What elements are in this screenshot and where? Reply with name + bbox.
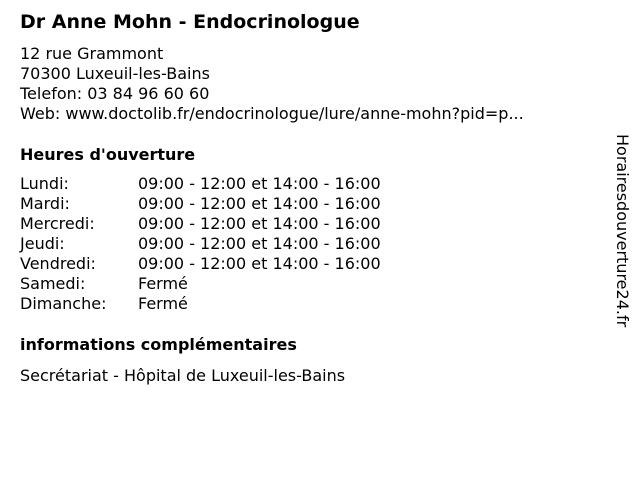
hours-value: Fermé bbox=[138, 294, 188, 313]
opening-hours-table bbox=[20, 174, 381, 314]
info-heading: informations complémentaires bbox=[20, 335, 297, 354]
hours-row-sunday bbox=[20, 294, 381, 314]
hours-row-saturday bbox=[20, 274, 381, 294]
day-label: Samedi: bbox=[20, 274, 86, 293]
day-label: Lundi: bbox=[20, 174, 69, 193]
hours-value: 09:00 - 12:00 et 14:00 - 16:00 bbox=[138, 254, 381, 273]
website-link[interactable]: Web: www.doctolib.fr/endocrinologue/lure/anne-mohn?pid=p... bbox=[20, 104, 524, 123]
address-block bbox=[20, 44, 524, 124]
site-watermark: Horairesdouverture24.fr bbox=[613, 134, 632, 328]
day-label: Dimanche: bbox=[20, 294, 107, 313]
hours-row-friday bbox=[20, 254, 381, 274]
hours-row-monday bbox=[20, 174, 381, 194]
street-address: 12 rue Grammont bbox=[20, 44, 164, 63]
city-postcode: 70300 Luxeuil-les-Bains bbox=[20, 64, 210, 83]
hours-value: 09:00 - 12:00 et 14:00 - 16:00 bbox=[138, 234, 381, 253]
hours-value: 09:00 - 12:00 et 14:00 - 16:00 bbox=[138, 174, 381, 193]
hours-value: 09:00 - 12:00 et 14:00 - 16:00 bbox=[138, 194, 381, 213]
hours-row-tuesday bbox=[20, 194, 381, 214]
hours-heading: Heures d'ouverture bbox=[20, 145, 196, 164]
day-label: Vendredi: bbox=[20, 254, 96, 273]
day-label: Mercredi: bbox=[20, 214, 95, 233]
info-text: Secrétariat - Hôpital de Luxeuil-les-Bains bbox=[20, 366, 346, 385]
hours-row-thursday bbox=[20, 234, 381, 254]
hours-value: Fermé bbox=[138, 274, 188, 293]
hours-row-wednesday bbox=[20, 214, 381, 234]
day-label: Mardi: bbox=[20, 194, 70, 213]
hours-value: 09:00 - 12:00 et 14:00 - 16:00 bbox=[138, 214, 381, 233]
day-label: Jeudi: bbox=[20, 234, 65, 253]
page-title: Dr Anne Mohn - Endocrinologue bbox=[20, 11, 360, 33]
phone-number: Telefon: 03 84 96 60 60 bbox=[20, 84, 210, 103]
